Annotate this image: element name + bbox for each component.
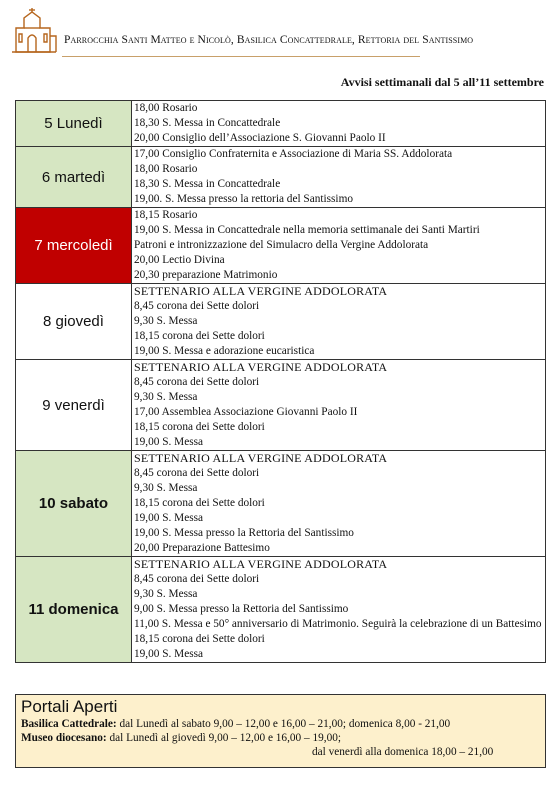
day-events: [132, 557, 546, 663]
event-line: 18,15 Rosario: [134, 209, 198, 221]
event-line: 18,15 corona dei Sette dolori: [134, 421, 265, 433]
event-line: 11,00 S. Messa e 50° anniversario di Matrimonio. Seguirà la celebrazione di un Battesimo: [134, 618, 542, 630]
event-line: Patroni e intronizzazione del Simulacro della Vergine Addolorata: [134, 239, 429, 251]
event-line: 18,00 Rosario: [134, 102, 198, 114]
day-label: 10 sabato: [16, 451, 132, 557]
parish-name: Parrocchia Santi Matteo e Nicolò, Basilica Concattedrale, Rettoria del Santissimo: [64, 34, 474, 46]
day-label: 7 mercoledì: [16, 208, 132, 284]
event-line: 20,00 Preparazione Battesimo: [134, 542, 270, 554]
day-label: 11 domenica: [16, 557, 132, 663]
event-line: 19,00 S. Messa: [134, 648, 204, 660]
day-row: [16, 101, 546, 147]
event-line: 19,00 S. Messa in Concattedrale nella memoria settimanale dei Santi Martiri: [134, 224, 480, 236]
day-label: 8 giovedì: [16, 284, 132, 360]
day-row: [16, 451, 546, 557]
museum-hours-weekend: dal venerdì alla domenica 18,00 – 21,00: [312, 746, 494, 758]
day-row: [16, 284, 546, 360]
event-line: 9,30 S. Messa: [134, 315, 198, 327]
event-line: 20,00 Lectio Divina: [134, 254, 225, 266]
day-events: [132, 147, 546, 208]
page-header: [10, 6, 540, 62]
event-heading: SETTENARIO ALLA VERGINE ADDOLORATA: [134, 360, 388, 374]
event-line: 8,45 corona dei Sette dolori: [134, 573, 260, 585]
event-heading: SETTENARIO ALLA VERGINE ADDOLORATA: [134, 557, 388, 571]
basilica-hours: [21, 717, 540, 731]
event-line: 9,30 S. Messa: [134, 588, 198, 600]
event-heading: SETTENARIO ALLA VERGINE ADDOLORATA: [134, 451, 388, 465]
day-label: 5 Lunedì: [16, 101, 132, 147]
event-heading: SETTENARIO ALLA VERGINE ADDOLORATA: [134, 284, 388, 298]
open-portals-box: [15, 694, 546, 768]
event-line: 19,00 S. Messa: [134, 436, 204, 448]
museum-label: Museo diocesano:: [21, 732, 107, 744]
museum-text: dal Lunedì al giovedì 9,00 – 12,00 e 16,00 – 19,00;: [106, 732, 342, 744]
day-row: [16, 557, 546, 663]
event-line: 9,30 S. Messa: [134, 391, 198, 403]
day-events: [132, 360, 546, 451]
event-line: 9,00 S. Messa presso la Rettoria del Santissimo: [134, 603, 349, 615]
event-line: 18,00 Rosario: [134, 163, 198, 175]
event-line: 17,00 Consiglio Confraternita e Associazione di Maria SS. Addolorata: [134, 148, 453, 160]
day-events: [132, 101, 546, 147]
event-line: 19,00. S. Messa presso la rettoria del Santissimo: [134, 193, 354, 205]
day-label: 9 venerdì: [16, 360, 132, 451]
basilica-label: Basilica Cattedrale:: [21, 718, 117, 730]
event-line: 18,30 S. Messa in Concattedrale: [134, 117, 281, 129]
header-divider: [62, 56, 420, 57]
event-line: 8,45 corona dei Sette dolori: [134, 376, 260, 388]
church-facade-icon: [10, 6, 60, 56]
day-row: [16, 208, 546, 284]
portals-title: Portali Aperti: [21, 697, 118, 716]
event-line: 19,00 S. Messa: [134, 512, 204, 524]
day-events: [132, 208, 546, 284]
day-row: [16, 360, 546, 451]
event-line: 18,30 S. Messa in Concattedrale: [134, 178, 281, 190]
day-events: [132, 284, 546, 360]
event-line: 18,15 corona dei Sette dolori: [134, 497, 265, 509]
event-line: 19,00 S. Messa e adorazione eucaristica: [134, 345, 315, 357]
weekly-schedule-table: [15, 100, 546, 663]
basilica-text: dal Lunedì al sabato 9,00 – 12,00 e 16,00 – 21,00; domenica 8,00 - 21,00: [116, 718, 451, 730]
event-line: 17,00 Assemblea Associazione Giovanni Paolo II: [134, 406, 358, 418]
event-line: 20,30 preparazione Matrimonio: [134, 269, 278, 281]
event-line: 8,45 corona dei Sette dolori: [134, 300, 260, 312]
page-subtitle: Avvisi settimanali dal 5 all’11 settembre: [340, 75, 544, 89]
event-line: 9,30 S. Messa: [134, 482, 198, 494]
day-row: [16, 147, 546, 208]
day-events: [132, 451, 546, 557]
event-line: 18,15 corona dei Sette dolori: [134, 330, 265, 342]
day-label: 6 martedì: [16, 147, 132, 208]
event-line: 19,00 S. Messa presso la Rettoria del Santissimo: [134, 527, 354, 539]
event-line: 20,00 Consiglio dell’Associazione S. Giovanni Paolo II: [134, 132, 386, 144]
event-line: 18,15 corona dei Sette dolori: [134, 633, 265, 645]
event-line: 8,45 corona dei Sette dolori: [134, 467, 260, 479]
museum-hours: [21, 731, 540, 745]
